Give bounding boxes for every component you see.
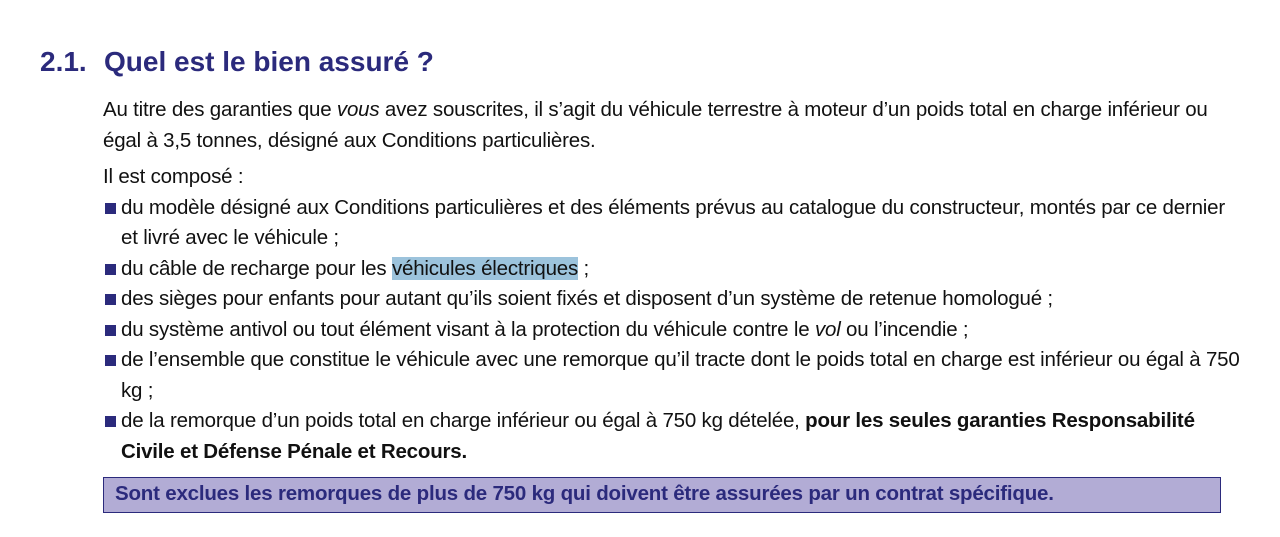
square-bullet-icon (105, 294, 116, 305)
intro-text-start: Au titre des garanties que (103, 98, 337, 121)
bold-guarantee-text: pour les seules garanties Responsabilité Civile et Défense Pénale et Recours. (121, 409, 1195, 463)
list-item-text: de l’ensemble que constitue le véhicule avec une remorque qu’il tracte dont le poids total en charge est inférieur ou égal à 750 kg ; (121, 348, 1240, 402)
list-item (103, 193, 1243, 254)
list-item (103, 345, 1243, 406)
list-item-text-end: ou l’incendie ; (840, 317, 969, 341)
italic-term: vol (814, 317, 841, 341)
list-item-text: du câble de recharge pour les (121, 256, 392, 280)
list-item-text-end: ; (578, 256, 590, 280)
section-body (103, 95, 1243, 467)
intro-text-end: avez souscrites, il s’agit du véhicule terrestre à moteur d’un poids total en charge inférieur ou égal à 3,5 tonnes, désigné aux Conditions particulières. (103, 98, 1208, 152)
list-item-text: du modèle désigné aux Conditions particulières et des éléments prévus au catalogue du constructeur, montés par ce dernier et livré avec le véhicule ; (121, 195, 1225, 249)
list-item-text: du système antivol ou tout élément visant à la protection du véhicule contre le (121, 317, 815, 341)
highlighted-text: véhicules électriques (391, 256, 579, 280)
list-item (103, 315, 1243, 346)
list-item-text: des sièges pour enfants pour autant qu’ils soient fixés et disposent d’un système de retenue homologué ; (121, 287, 1053, 310)
intro-italic-term: vous (336, 98, 380, 121)
square-bullet-icon (105, 203, 116, 214)
composition-list (103, 193, 1243, 468)
list-item (103, 284, 1243, 315)
section-number: 2.1. (40, 46, 87, 77)
square-bullet-icon (105, 355, 116, 366)
square-bullet-icon (105, 264, 116, 275)
square-bullet-icon (105, 325, 116, 336)
exclusion-notice: Sont exclues les remorques de plus de 750 kg qui doivent être assurées par un contrat spécifique. (103, 477, 1221, 513)
composed-label: Il est composé : (103, 165, 244, 188)
list-item (103, 406, 1243, 467)
list-item-text: de la remorque d’un poids total en charge inférieur ou égal à 750 kg dételée, (121, 409, 806, 432)
square-bullet-icon (105, 416, 116, 427)
list-item (103, 254, 1243, 285)
intro-paragraph (103, 95, 1243, 156)
section-title: Quel est le bien assuré ? (104, 46, 434, 77)
section-heading (40, 46, 434, 78)
